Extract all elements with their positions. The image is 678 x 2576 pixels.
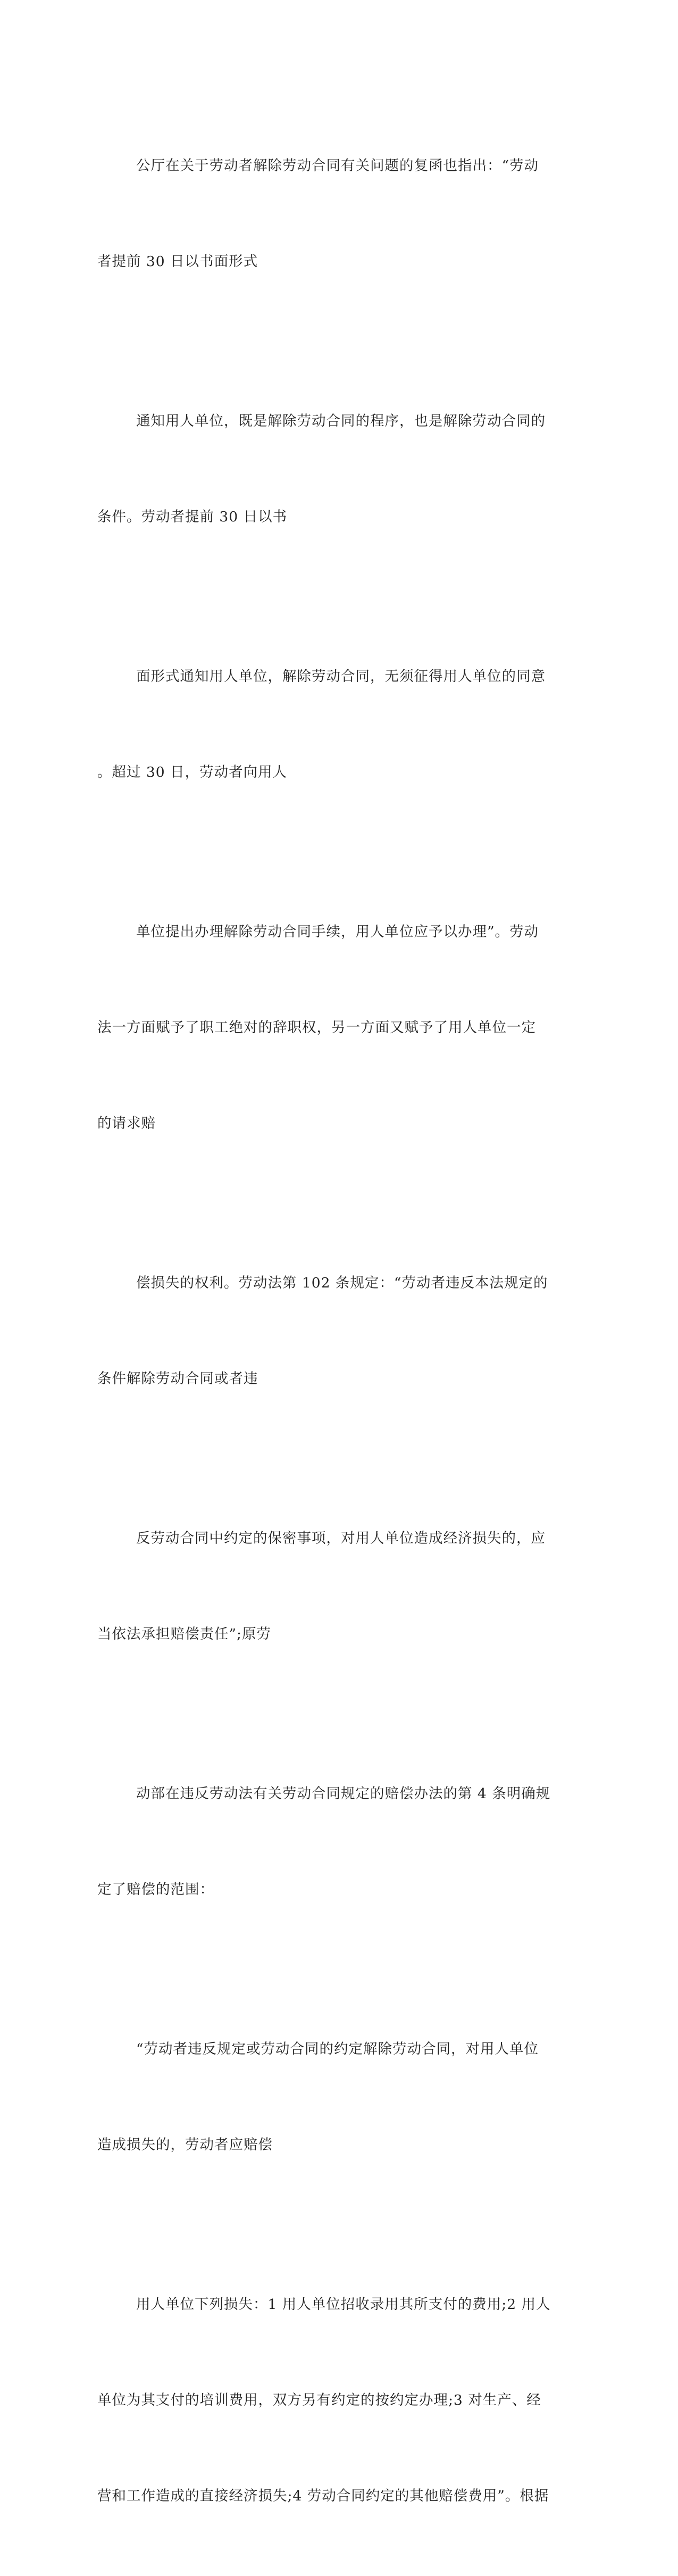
paragraph-5 [97, 1203, 565, 1459]
paragraph-line: 公厅在关于劳动者解除劳动合同有关问题的复函也指出：“劳动 [136, 157, 539, 174]
paragraph-3 [97, 597, 565, 852]
paragraph-line: 条件解除劳动合同或者违 [97, 1370, 258, 1387]
paragraph-line: 通知用人单位，既是解除劳动合同的程序，也是解除劳动合同的 [136, 413, 546, 429]
paragraph-9 [97, 2225, 565, 2576]
paragraph-line: 面形式通知用人单位，解除劳动合同，无须征得用人单位的同意 [136, 668, 546, 685]
paragraph-line: 动部在违反劳动法有关劳动合同规定的赔偿办法的第 4 条明确规 [136, 1785, 551, 1802]
paragraph-line: 者提前 30 日以书面形式 [97, 253, 258, 270]
paragraph-line: 造成损失的，劳动者应赔偿 [97, 2137, 273, 2153]
paragraph-line: 偿损失的权利。劳动法第 102 条规定：“劳动者违反本法规定的 [136, 1275, 548, 1291]
paragraph-line: 当依法承担赔偿责任”;原劳 [97, 1626, 271, 1642]
paragraph-2 [97, 342, 565, 597]
paragraph-line: 法一方面赋予了职工绝对的辞职权，另一方面又赋予了用人单位一定 [97, 1019, 536, 1036]
paragraph-line: 定了赔偿的范围： [97, 1881, 214, 1898]
paragraph-line: “劳动者违反规定或劳动合同的约定解除劳动合同，对用人单位 [136, 2041, 539, 2057]
paragraph-4 [97, 852, 565, 1203]
paragraph-7 [97, 1714, 565, 1970]
paragraph-line: 条件。劳动者提前 30 日以书 [97, 509, 288, 525]
paragraph-6 [97, 1459, 565, 1714]
paragraph-line: 的请求赔 [97, 1115, 156, 1132]
document-body [97, 86, 565, 2576]
paragraph-line: 反劳动合同中约定的保密事项，对用人单位造成经济损失的，应 [136, 1530, 546, 1547]
paragraph-1 [97, 86, 565, 342]
paragraph-line: 单位为其支付的培训费用，双方另有约定的按约定办理;3 对生产、经 [97, 2392, 541, 2408]
paragraph-8 [97, 1970, 565, 2225]
paragraph-line: 营和工作造成的直接经济损失;4 劳动合同约定的其他赔偿费用”。根据 [97, 2488, 549, 2504]
paragraph-line: 。超过 30 日，劳动者向用人 [97, 764, 288, 780]
paragraph-line: 单位提出办理解除劳动合同手续，用人单位应予以办理”。劳动 [136, 924, 539, 940]
paragraph-line: 用人单位下列损失：1 用人单位招收录用其所支付的费用;2 用人 [136, 2296, 551, 2313]
